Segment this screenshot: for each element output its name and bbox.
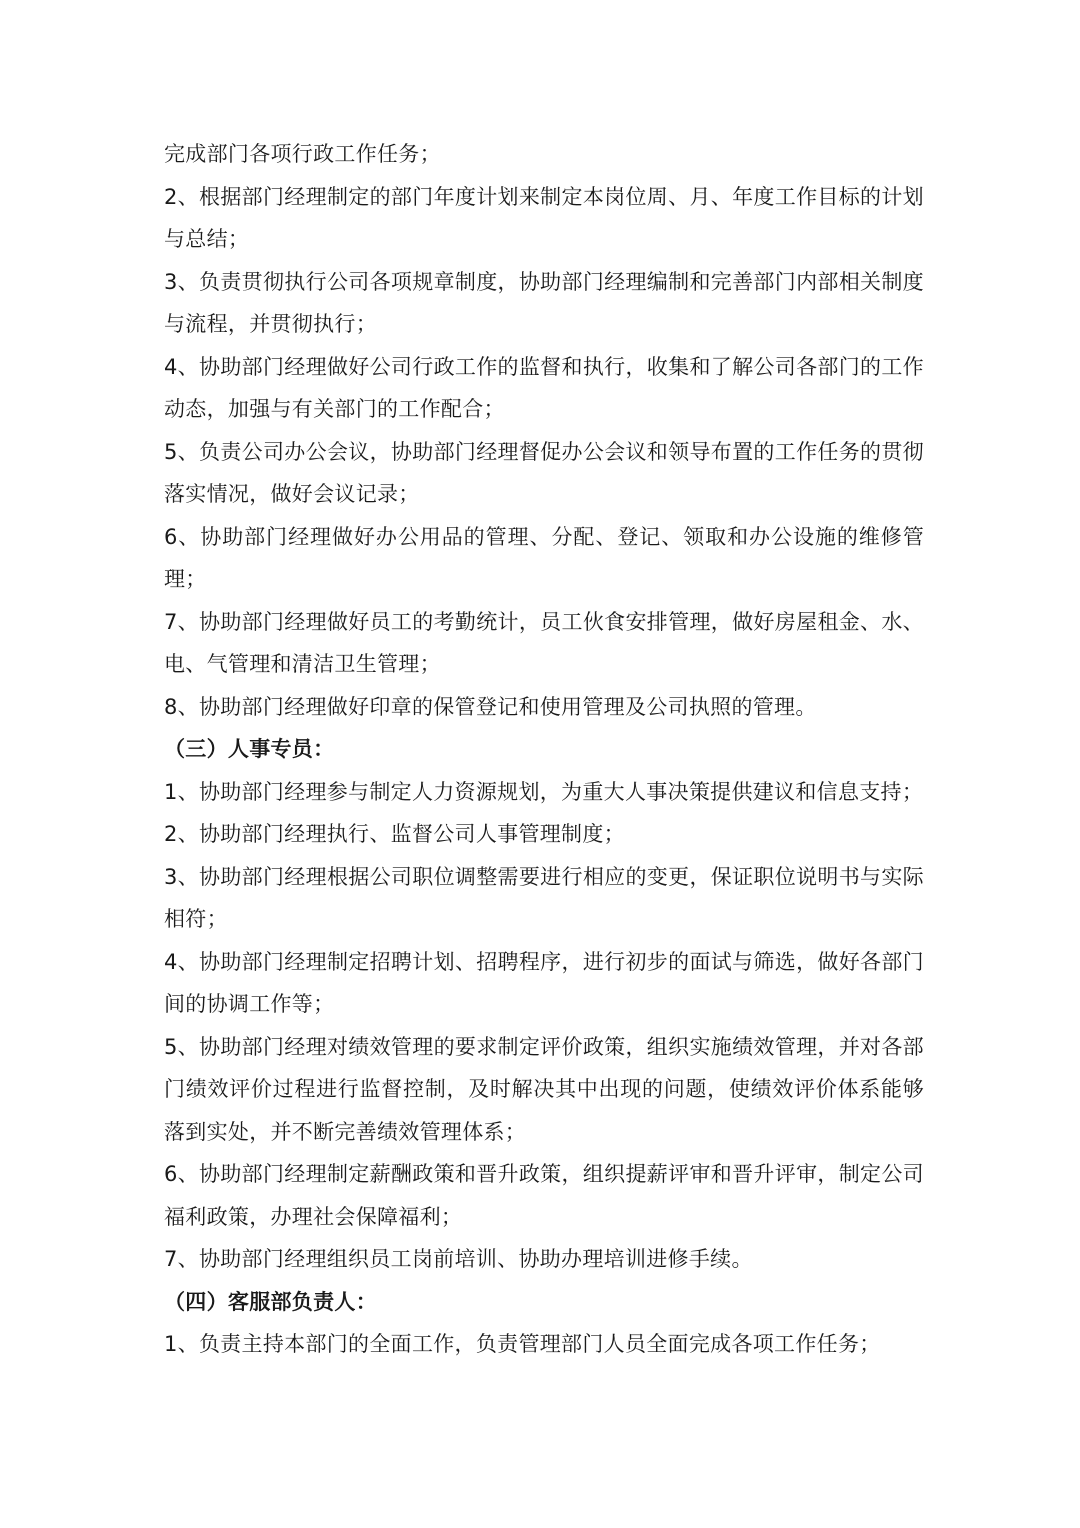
paragraph-5: 6、协助部门经理做好办公用品的管理、分配、登记、领取和办公设施的维修管理；	[164, 524, 924, 591]
paragraph-17: 1、负责主持本部门的全面工作，负责管理部门人员全面完成各项工作任务；	[164, 1332, 881, 1356]
section-heading-personnel: （三）人事专员：	[164, 737, 335, 761]
paragraph-7: 8、协助部门经理做好印章的保管登记和使用管理及公司执照的管理。	[164, 694, 817, 719]
paragraph-15: 7、协助部门经理组织员工岗前培训、协助办理培训进修手续。	[164, 1247, 753, 1271]
section-heading-customer-service: （四）客服部负责人：	[164, 1289, 377, 1314]
paragraph-11: 3、协助部门经理根据公司职位调整需要进行相应的变更，保证职位说明书与实际相符；	[164, 864, 924, 931]
paragraph-2: 3、负责贯彻执行公司各项规章制度，协助部门经理编制和完善部门内部相关制度与流程，并贯彻执行；	[164, 269, 924, 336]
paragraph-1: 2、根据部门经理制定的部门年度计划来制定本岗位周、月、年度工作目标的计划与总结；	[164, 184, 924, 251]
paragraph-4: 5、负责公司办公会议，协助部门经理督促办公会议和领导布置的工作任务的贯彻落实情况，做好会议记录；	[164, 439, 924, 506]
document-body	[164, 133, 924, 1366]
paragraph-10: 2、协助部门经理执行、监督公司人事管理制度；	[164, 822, 625, 846]
paragraph-3: 4、协助部门经理做好公司行政工作的监督和执行，收集和了解公司各部门的工作动态，加强与有关部门的工作配合；	[164, 354, 924, 421]
paragraph-6: 7、协助部门经理做好员工的考勤统计，员工伙食安排管理，做好房屋租金、水、电、气管理和清洁卫生管理；	[164, 609, 924, 676]
paragraph-0: 完成部门各项行政工作任务；	[164, 142, 441, 166]
paragraph-14: 6、协助部门经理制定薪酬政策和晋升政策，组织提薪评审和晋升评审，制定公司福利政策，办理社会保障福利；	[164, 1162, 924, 1229]
paragraph-9: 1、协助部门经理参与制定人力资源规划，为重大人事决策提供建议和信息支持；	[164, 779, 924, 804]
paragraph-13: 5、协助部门经理对绩效管理的要求制定评价政策，组织实施绩效管理，并对各部门绩效评价过程进行监督控制，及时解决其中出现的问题，使绩效评价体系能够落到实处，并不断完善绩效管理体系；	[164, 1034, 924, 1144]
paragraph-12: 4、协助部门经理制定招聘计划、招聘程序，进行初步的面试与筛选，做好各部门间的协调工作等；	[164, 949, 924, 1016]
